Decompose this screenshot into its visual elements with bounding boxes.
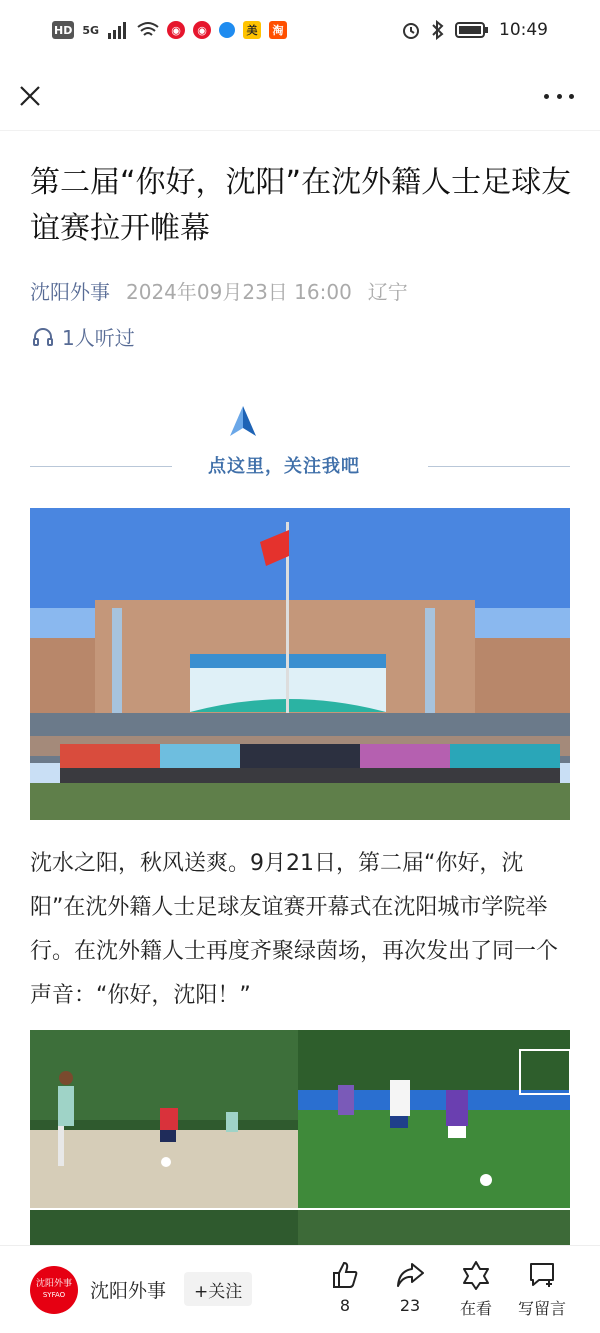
- bottom-action-bar: [0, 1245, 600, 1333]
- avatar-text: 沈阳外事: [35, 1279, 72, 1289]
- signal-icon: [107, 21, 129, 39]
- listen-count-text: 1人听过: [62, 326, 135, 350]
- match-photo[interactable]: [30, 1030, 298, 1208]
- alarm-icon: [401, 20, 421, 40]
- status-left-icons: [52, 21, 287, 39]
- bluetooth-icon: [431, 20, 445, 40]
- follow-button[interactable]: +关注: [184, 1272, 252, 1306]
- match-photo[interactable]: [30, 1210, 298, 1245]
- share-arrow-icon: [395, 1260, 425, 1290]
- watching-label: 在看: [459, 1299, 492, 1318]
- comment-button[interactable]: [512, 1260, 572, 1319]
- listen-count[interactable]: [32, 322, 135, 351]
- avatar-subtext: SYFAO: [42, 1291, 66, 1299]
- source-link[interactable]: 沈阳外事: [30, 280, 110, 304]
- top-nav: [0, 70, 600, 126]
- divider-line: [30, 466, 172, 467]
- account-name[interactable]: 沈阳外事: [90, 1280, 167, 1302]
- account-avatar[interactable]: [30, 1266, 78, 1314]
- weibo-icon: ◉: [167, 21, 185, 39]
- share-button[interactable]: [380, 1260, 440, 1315]
- comment-label: 写留言: [517, 1299, 566, 1318]
- like-count: 8: [339, 1296, 351, 1315]
- status-bar: [0, 0, 600, 60]
- thumbs-up-icon: [330, 1260, 360, 1290]
- match-photo-grid: [30, 1030, 570, 1245]
- status-right-icons: [401, 20, 548, 40]
- wifi-icon: [137, 21, 159, 39]
- comment-icon: [527, 1260, 557, 1290]
- match-photo[interactable]: [298, 1210, 570, 1245]
- battery-icon: [455, 21, 489, 39]
- arrow-up-icon: [230, 406, 256, 436]
- watching-flower-icon: [461, 1260, 491, 1290]
- follow-prompt[interactable]: [30, 400, 570, 480]
- taobao-icon: 淘: [269, 21, 287, 39]
- divider: [0, 130, 600, 131]
- more-options-icon[interactable]: [544, 94, 574, 102]
- close-icon[interactable]: [18, 84, 42, 108]
- publish-date: 2024年09月23日 16:00: [126, 280, 352, 304]
- follow-prompt-text: 点这里，关注我吧: [208, 456, 360, 477]
- article-title: 第二届“你好，沈阳”在沈外籍人士足球友谊赛拉开帷幕: [30, 165, 572, 246]
- network-type: 5G: [82, 23, 100, 37]
- location: 辽宁: [367, 280, 408, 304]
- match-photo[interactable]: [298, 1030, 570, 1208]
- like-button[interactable]: [315, 1260, 375, 1315]
- article-paragraph: 沈水之阳，秋风送爽。9月21日，第二届“你好，沈阳”在沈外籍人士足球友谊赛开幕式在沈阳城市学院举行。在沈外籍人士再度齐聚绿茵场，再次发出了同一个声音：“你好，沈阳！”: [30, 851, 559, 1008]
- article-meta: [30, 276, 408, 305]
- meituan-icon: 美: [243, 21, 261, 39]
- share-count: 23: [399, 1296, 421, 1315]
- browser-icon: [219, 22, 235, 38]
- weibo-icon: ◉: [193, 21, 211, 39]
- hd-icon: HD: [52, 21, 74, 39]
- watching-button[interactable]: [446, 1260, 506, 1319]
- divider-line: [428, 466, 570, 467]
- ceremony-photo[interactable]: [30, 508, 570, 820]
- headphones-icon: [32, 326, 54, 348]
- clock: 10:49: [499, 20, 548, 40]
